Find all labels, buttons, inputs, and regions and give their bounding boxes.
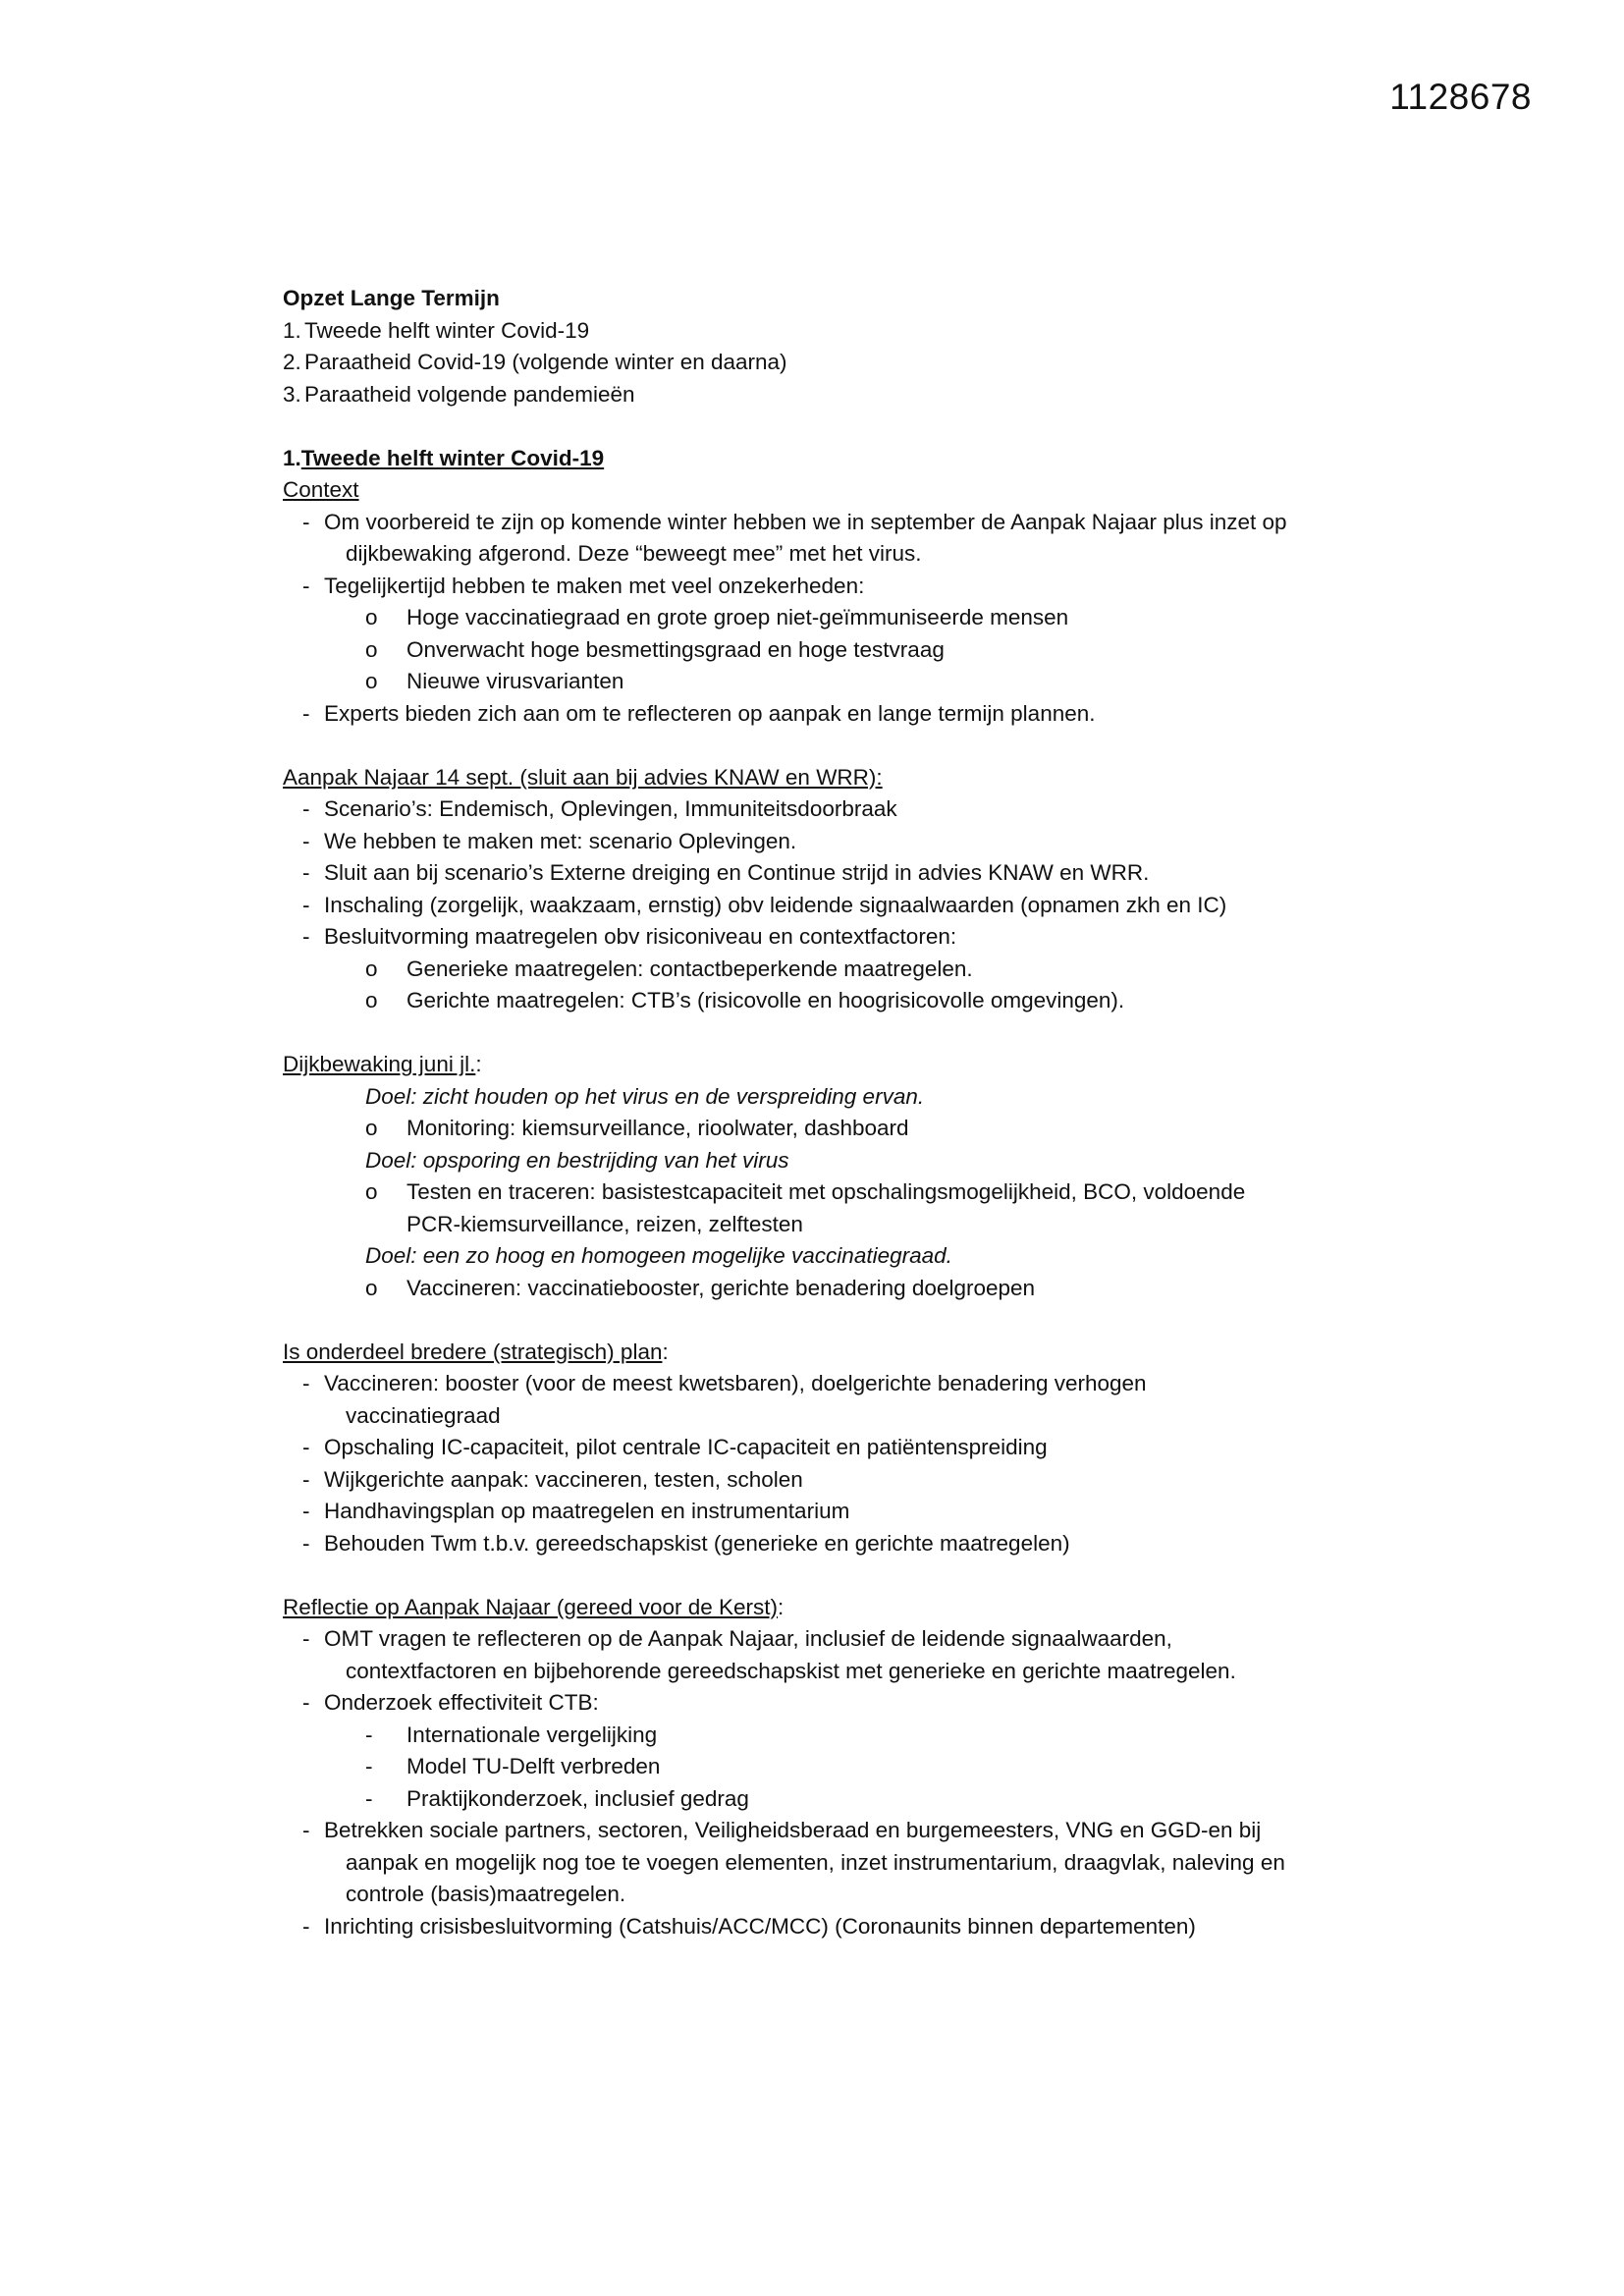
list-item: - Tegelijkertijd hebben te maken met veel onzekerheden:: [302, 573, 865, 598]
list-item-continuation: contextfactoren en bijbehorende gereedschapskist met generieke en gerichte maatregelen.: [346, 1658, 1236, 1683]
toc-item: 2. Paraatheid Covid-19 (volgende winter en daarna): [283, 350, 787, 374]
list-item: - Behouden Twm t.b.v. gereedschapskist (generieke en gerichte maatregelen): [302, 1530, 1070, 1556]
sub-item: o Gerichte maatregelen: CTB’s (risicovolle en hoogrisicovolle omgevingen).: [365, 988, 1125, 1012]
list-item: - Experts bieden zich aan om te reflecteren op aanpak en lange termijn plannen.: [302, 700, 1096, 726]
list-item-continuation: controle (basis)maatregelen.: [346, 1882, 626, 1906]
toc-item: 1. Tweede helft winter Covid-19: [283, 317, 590, 343]
sub-item: - Praktijkonderzoek, inclusief gedrag: [365, 1785, 749, 1811]
doel-line: Doel: zicht houden op het virus en de verspreiding ervan.: [365, 1083, 925, 1109]
aanpak-label: Aanpak Najaar 14 sept. (sluit aan bij advies KNAW en WRR):: [283, 764, 883, 790]
list-item: - Opschaling IC-capaciteit, pilot centrale IC-capaciteit en patiëntenspreiding: [302, 1435, 1048, 1459]
dijk-label: Dijkbewaking juni jl.:: [283, 1052, 482, 1076]
sub-item: o Onverwacht hoge besmettingsgraad en hoge testvraag: [365, 636, 945, 662]
sub-item: o Generieke maatregelen: contactbeperkende maatregelen.: [365, 956, 973, 981]
list-item: - Om voorbereid te zijn op komende winter hebben we in september de Aanpak Najaar plus inzet op: [302, 509, 1287, 534]
list-item: - Onderzoek effectiviteit CTB:: [302, 1690, 599, 1715]
sub-item: o Vaccineren: vaccinatiebooster, gerichte benadering doelgroepen: [365, 1275, 1036, 1300]
sub-item: o Hoge vaccinatiegraad en grote groep niet-geïmmuniseerde mensen: [365, 605, 1069, 629]
list-item: - Handhavingsplan op maatregelen en instrumentarium: [302, 1499, 850, 1523]
list-item: - Inschaling (zorgelijk, waakzaam, ernstig) obv leidende signaalwaarden (opnamen zkh en IC): [302, 892, 1227, 917]
document-id: 1128678: [1389, 77, 1532, 117]
sub-item: o Testen en traceren: basistestcapaciteit met opschalingsmogelijkheid, BCO, voldoende: [365, 1179, 1246, 1204]
plan-label: Is onderdeel bredere (strategisch) plan:: [283, 1339, 669, 1364]
list-item: - We hebben te maken met: scenario Oplevingen.: [302, 828, 797, 853]
doel-line: Doel: een zo hoog en homogeen mogelijke vaccinatiegraad.: [365, 1243, 952, 1268]
list-item: - Sluit aan bij scenario’s Externe dreiging en Continue strijd in advies KNAW en WRR.: [302, 860, 1150, 885]
doel-line: Doel: opsporing en bestrijding van het virus: [365, 1147, 789, 1173]
sub-item: o Nieuwe virusvarianten: [365, 669, 624, 693]
list-item: - Besluitvorming maatregelen obv risiconiveau en contextfactoren:: [302, 924, 957, 949]
section-heading: 1.Tweede helft winter Covid-19: [283, 445, 605, 470]
sub-item: - Internationale vergelijking: [365, 1722, 658, 1747]
sub-item: - Model TU-Delft verbreden: [365, 1754, 661, 1778]
sub-item-continuation: PCR-kiemsurveillance, reizen, zelftesten: [406, 1211, 803, 1236]
context-label: Context: [283, 477, 359, 502]
document-title: Opzet Lange Termijn: [283, 286, 500, 310]
sub-item: o Monitoring: kiemsurveillance, rioolwater, dashboard: [365, 1116, 909, 1140]
list-item-continuation: dijkbewaking afgerond. Deze “beweegt mee” met het virus.: [346, 541, 922, 566]
list-item: - Inrichting crisisbesluitvorming (Catshuis/ACC/MCC) (Coronaunits binnen departementen): [302, 1913, 1196, 1939]
list-item-continuation: aanpak en mogelijk nog toe te voegen elementen, inzet instrumentarium, draagvlak, naleving en: [346, 1849, 1285, 1875]
list-item-continuation: vaccinatiegraad: [346, 1402, 501, 1428]
toc-item: 3. Paraatheid volgende pandemieën: [283, 381, 635, 407]
list-item: - Vaccineren: booster (voor de meest kwetsbaren), doelgerichte benadering verhogen: [302, 1371, 1147, 1395]
list-item: - OMT vragen te reflecteren op de Aanpak Najaar, inclusief de leidende signaalwaarden,: [302, 1626, 1172, 1651]
reflectie-label: Reflectie op Aanpak Najaar (gereed voor de Kerst):: [283, 1594, 785, 1619]
document-body: [283, 283, 1363, 1942]
list-item: - Wijkgerichte aanpak: vaccineren, testen, scholen: [302, 1466, 803, 1492]
list-item: - Scenario’s: Endemisch, Oplevingen, Immuniteitsdoorbraak: [302, 796, 897, 821]
list-item: - Betrekken sociale partners, sectoren, Veiligheidsberaad en burgemeesters, VNG en GGD-en bij: [302, 1818, 1262, 1842]
